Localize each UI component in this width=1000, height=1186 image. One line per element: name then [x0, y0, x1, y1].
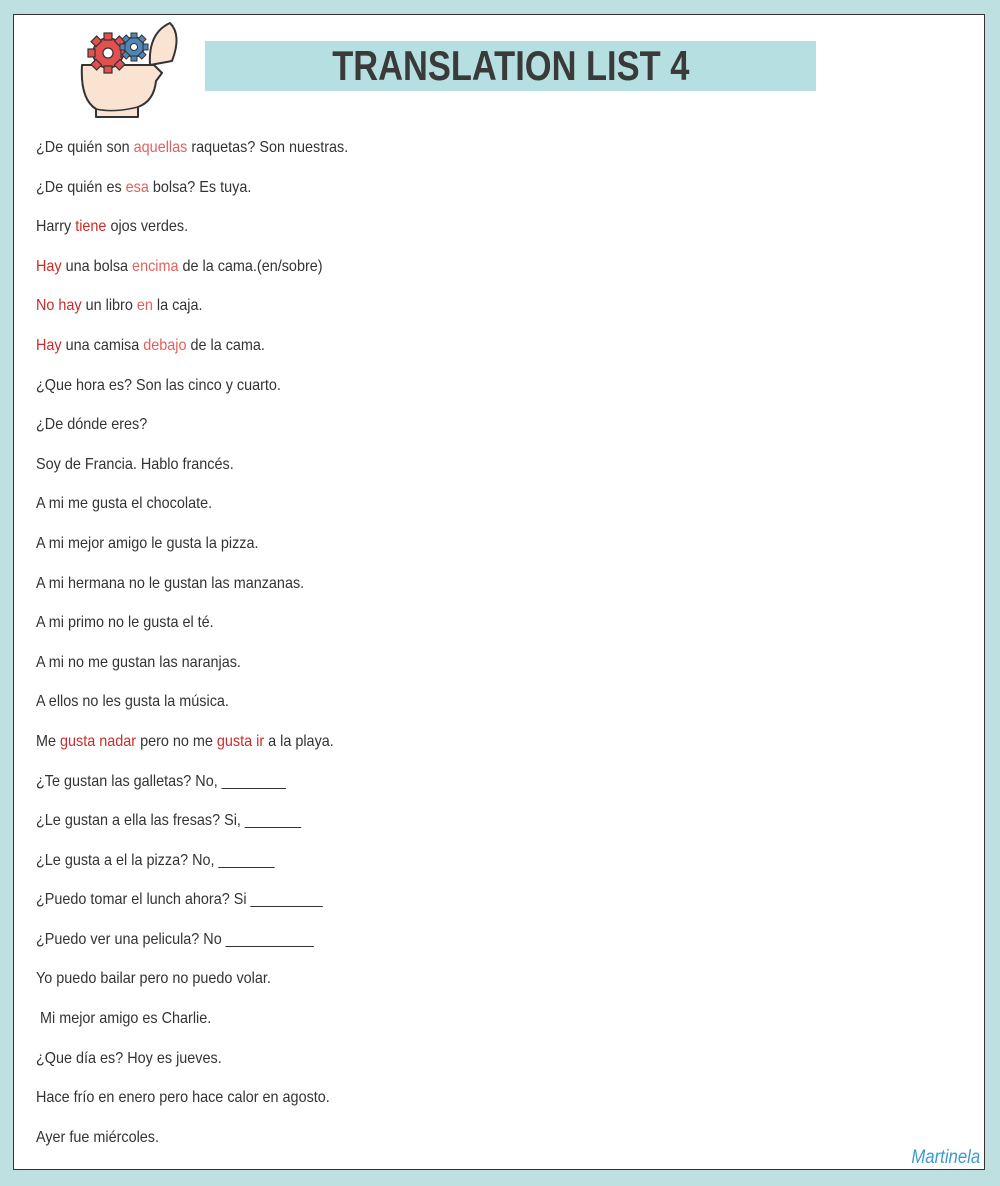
head-with-gears-icon: [74, 21, 184, 121]
sentence-line: [36, 1008, 348, 1048]
sentence-text: una bolsa: [61, 257, 133, 275]
highlighted-word: aquellas: [133, 139, 188, 156]
sentence-text: a la playa.: [264, 732, 334, 750]
sentence-text: ¿Puedo ver una pelicula? No ___________: [36, 930, 314, 948]
sentence-text: A mi no me gustan las naranjas.: [36, 653, 241, 671]
sentence-line: [36, 652, 348, 692]
sentence-line: [36, 929, 348, 969]
highlighted-word: tiene: [75, 218, 107, 236]
highlighted-word: Hay: [36, 336, 62, 354]
sentence-text: Yo puedo bailar pero no puedo volar.: [36, 970, 271, 988]
highlighted-word: No hay: [36, 297, 82, 315]
sentence-text: ¿Puedo tomar el lunch ahora? Si _________: [36, 891, 323, 909]
sentence-text: Soy de Francia. Hablo francés.: [36, 455, 234, 473]
sentence-text: A mi primo no le gusta el té.: [36, 614, 214, 632]
sentence-text: A mi me gusta el chocolate.: [36, 495, 213, 513]
sentence-line: [36, 968, 348, 1008]
sentence-text: raquetas? Son nuestras.: [187, 139, 349, 156]
sentence-line: [36, 810, 348, 850]
sentence-text: una camisa: [61, 336, 144, 354]
sentence-line: [36, 1127, 348, 1167]
sentence-text: Hace frío en enero pero hace calor en agosto.: [36, 1089, 330, 1107]
sentence-text: ¿De quién es: [36, 178, 126, 196]
highlighted-word: Hay: [36, 257, 62, 275]
sentence-list: [36, 137, 383, 1166]
sentence-text: ¿De quién son: [36, 139, 134, 156]
sentence-line: [36, 850, 348, 890]
sentence-line: [36, 375, 348, 415]
sentence-text: Ayer fue miércoles.: [36, 1128, 159, 1146]
sentence-text: ¿Le gustan a ella las fresas? Si, _______: [36, 812, 301, 830]
sentence-line: [36, 691, 348, 731]
sentence-line: [36, 612, 348, 652]
sentence-line: [36, 731, 348, 771]
sentence-text: A mi hermana no le gustan las manzanas.: [36, 574, 305, 592]
sentence-line: [36, 216, 348, 256]
page-title: TRANSLATION LIST 4: [331, 42, 690, 89]
sentence-text: A ellos no les gusta la música.: [36, 693, 229, 711]
title-bar: [205, 41, 816, 91]
sentence-line: [36, 533, 348, 573]
sentence-line: [36, 454, 348, 494]
sentence-line: [36, 256, 348, 296]
sentence-text: ojos verdes.: [106, 218, 189, 236]
highlighted-word: debajo: [143, 336, 187, 354]
sentence-line: [36, 137, 348, 177]
sentence-text: Harry: [36, 218, 76, 236]
author-signature: Martinela: [911, 1147, 980, 1168]
sentence-text: la caja.: [152, 297, 203, 315]
sentence-text: de la cama.(en/sobre): [178, 257, 323, 275]
sentence-line: [36, 573, 348, 613]
sentence-text: bolsa? Es tuya.: [148, 178, 252, 196]
highlighted-word: gusta ir: [216, 732, 265, 750]
sentence-line: [36, 295, 348, 335]
sentence-line: [36, 889, 348, 929]
sentence-text: Mi mejor amigo es Charlie.: [36, 1010, 212, 1028]
sentence-text: ¿Le gusta a el la pizza? No, _______: [36, 851, 275, 869]
sentence-text: de la cama.: [186, 336, 265, 354]
highlighted-word: en: [136, 297, 153, 315]
sentence-line: [36, 1048, 348, 1088]
sentence-text: ¿Te gustan las galletas? No, ________: [36, 772, 286, 790]
sentence-text: ¿Que hora es? Son las cinco y cuarto.: [36, 376, 281, 394]
sentence-line: [36, 493, 348, 533]
sentence-line: [36, 1087, 348, 1127]
sentence-text: pero no me: [136, 732, 217, 750]
sentence-line: [36, 414, 348, 454]
sentence-text: A mi mejor amigo le gusta la pizza.: [36, 534, 259, 552]
sentence-text: Me: [36, 732, 61, 750]
sentence-text: un libro: [81, 297, 137, 315]
worksheet: [13, 14, 985, 1170]
sentence-text: ¿De dónde eres?: [36, 416, 148, 434]
sentence-line: [36, 177, 348, 217]
sentence-line: [36, 335, 348, 375]
highlighted-word: esa: [125, 178, 149, 196]
highlighted-word: encima: [132, 257, 179, 275]
sentence-text: ¿Que día es? Hoy es jueves.: [36, 1049, 222, 1067]
sentence-line: [36, 771, 348, 811]
highlighted-word: gusta nadar: [60, 732, 137, 750]
